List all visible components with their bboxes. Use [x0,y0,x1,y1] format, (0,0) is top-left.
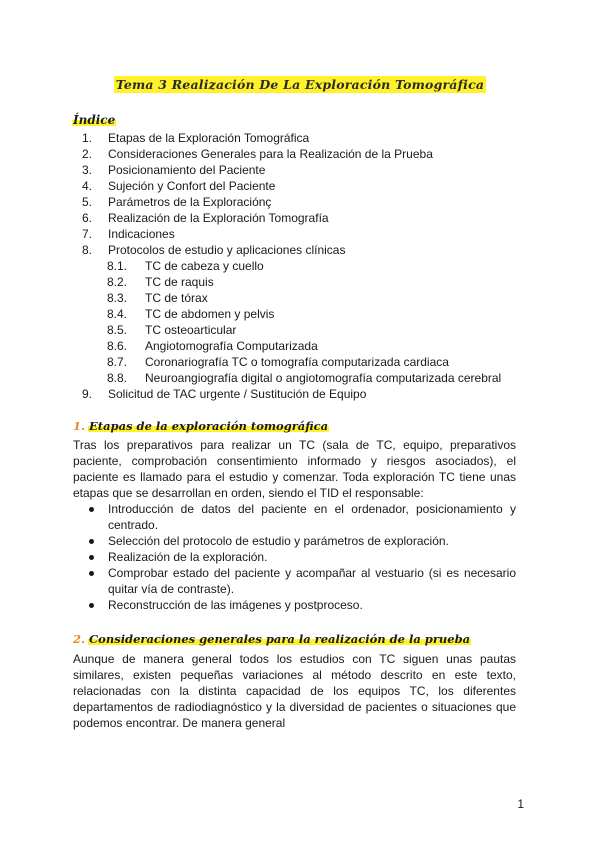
document-title [0,76,600,94]
toc-item-label: Protocolos de estudio y aplicaciones clínicas [108,243,346,257]
toc-item-label: Coronariografía TC o tomografía computarizada cardiaca [145,355,449,369]
list-item-text: Realización de la exploración. [108,550,268,564]
page-number: 1 [517,797,524,811]
toc-item-label: Etapas de la Exploración Tomográfica [108,131,310,145]
toc-item-number: 3. [82,163,93,177]
section-2-title: Consideraciones generales para la realización de la prueba [89,632,471,646]
toc-item-label: Solicitud de TAC urgente / Sustitución de Equipo [108,387,367,401]
section-1-paragraph: Tras los preparativos para realizar un TC (sala de TC, equipo, preparativos paciente, comprobación consentimiento informado y riesgos asociados), el paciente es llamado para el estudio y comenzar. Toda exploración TC tiene unas etapas que se desarrollan en orden, siendo el TID el responsable: [73,438,516,500]
list-item [73,565,516,597]
bullet-dot-icon [89,507,94,512]
toc-heading: Índice [73,113,116,127]
section-1-title: Etapas de la exploración tomográfica [89,419,329,433]
list-item [73,501,516,533]
toc-item-label: Posicionamiento del Paciente [108,163,266,177]
toc-item-label: Realización de la Exploración Tomografía [108,211,329,225]
toc-item-label: TC de abdomen y pelvis [145,307,275,321]
toc-item-number: 5. [82,195,93,209]
list-item [73,597,516,613]
toc-item-label: Neuroangiografía digital o angiotomografía computarizada cerebral [145,371,502,385]
list-item [73,533,516,549]
section-1-number: 1. [73,419,86,433]
toc-item-number: 2. [82,147,93,161]
list-item-text: Introducción de datos del paciente en el ordenador, posicionamiento y centrado. [108,502,516,532]
section-1-bullet-list [73,501,516,613]
toc-item-label: TC osteoarticular [145,323,237,337]
list-item-text: Reconstrucción de las imágenes y postproceso. [108,598,363,612]
toc-item-label: TC de cabeza y cuello [145,259,264,273]
section-2-heading [73,632,470,646]
toc-item-number: 4. [82,179,93,193]
toc-item-label: TC de raquis [145,275,214,289]
list-item-text: Selección del protocolo de estudio y parámetros de exploración. [108,534,449,548]
section-2-paragraph: Aunque de manera general todos los estudios con TC siguen unas pautas similares, existen pequeñas variaciones al método descrito en este texto, relacionadas con la distinta capacidad de los equipos TC, los diferentes departamentos de radiodiagnóstico y la diversidad de pacientes o situaciones que podemos encontrar. De manera general [73,652,516,730]
list-item [73,549,516,565]
toc-item-label: Indicaciones [108,227,175,241]
toc-item-number: 8.2. [107,275,128,289]
toc-item-number: 9. [82,387,93,401]
toc-item-label: Angiotomografía Computarizada [145,339,318,353]
bullet-dot-icon [89,539,94,544]
toc-item-number: 1. [82,131,93,145]
toc-item-number: 8.5. [107,323,128,337]
bullet-dot-icon [89,571,94,576]
toc-item-number: 8.8. [107,371,128,385]
document-title-text: Tema 3 Realización De La Exploración Tomográfica [115,77,485,92]
toc-item-label: Sujeción y Confort del Paciente [108,179,276,193]
toc-item-number: 8.7. [107,355,128,369]
toc-item-number: 7. [82,227,93,241]
toc-item-label: TC de tórax [145,291,208,305]
bullet-dot-icon [89,555,94,560]
list-item-text: Comprobar estado del paciente y acompañar al vestuario (si es necesario quitar vía de contraste). [108,566,516,596]
toc-item-label: Consideraciones Generales para la Realización de la Prueba [108,147,433,161]
toc-item-number: 8.6. [107,339,128,353]
section-1-heading [73,419,328,433]
toc-item-number: 8.4. [107,307,128,321]
toc-item-number: 6. [82,211,93,225]
toc-item-number: 8.3. [107,291,128,305]
section-2-number: 2. [73,632,86,646]
bullet-dot-icon [89,603,94,608]
toc-item-number: 8.1. [107,259,128,273]
toc-item-label: Parámetros de la Exploraciónç [108,195,272,209]
toc-item-number: 8. [82,243,93,257]
